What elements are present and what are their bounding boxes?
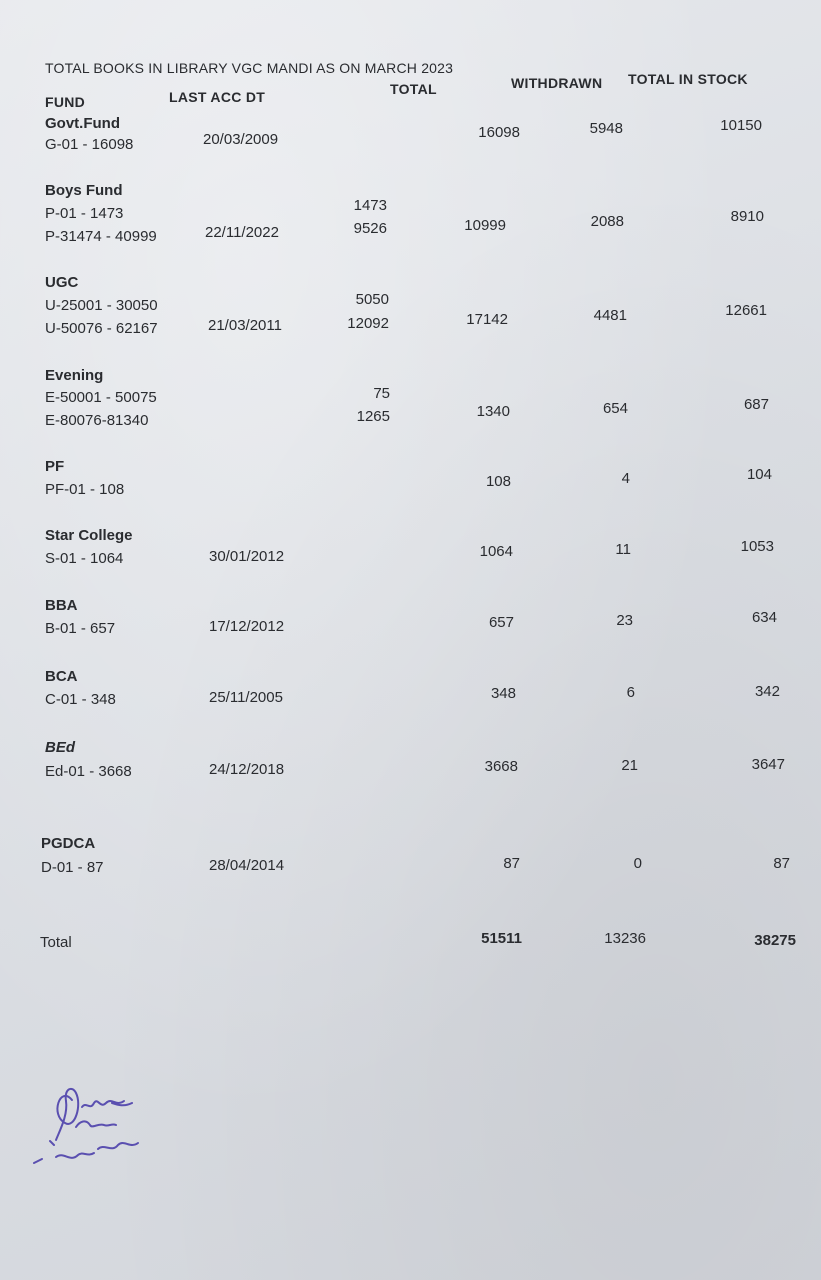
stock-value: 10150 — [720, 117, 762, 134]
stock-value: 634 — [751, 609, 777, 626]
stock-value: 687 — [743, 396, 769, 413]
header-last-acc-dt: LAST ACC DT — [169, 89, 266, 105]
header-total: TOTAL — [390, 81, 437, 97]
stock-value: 1053 — [740, 538, 774, 555]
withdrawn-value: 21 — [621, 757, 638, 774]
stock-value: 3647 — [751, 756, 785, 773]
fund-name: Evening — [45, 367, 104, 384]
header-fund: FUND — [45, 94, 86, 110]
fund-name: BBA — [45, 597, 78, 614]
acc-range: U-25001 - 30050 — [45, 297, 158, 314]
withdrawn-value: 4 — [621, 470, 630, 487]
acc-range: E-50001 - 50075 — [45, 389, 157, 406]
total-value: 108 — [485, 473, 511, 490]
total-value: 87 — [503, 855, 520, 872]
acc-range: U-50076 - 62167 — [45, 320, 158, 337]
last-acc-date: 20/03/2009 — [203, 131, 279, 148]
last-acc-date: 17/12/2012 — [209, 618, 285, 635]
stock-value: 8910 — [730, 208, 764, 225]
last-acc-date: 22/11/2022 — [205, 224, 279, 241]
withdrawn-value: 654 — [602, 400, 628, 417]
acc-range: P-31474 - 40999 — [45, 228, 157, 245]
withdrawn-value: 2088 — [590, 213, 624, 230]
range-count: 75 — [373, 385, 390, 402]
signature-stamp-icon — [20, 1045, 170, 1185]
range-count: 9526 — [353, 220, 387, 237]
fund-name: BCA — [45, 668, 78, 685]
fund-name: UGC — [45, 274, 79, 291]
total-value: 1340 — [476, 403, 510, 420]
totals-label: Total — [40, 934, 72, 951]
fund-name: PGDCA — [41, 835, 96, 852]
acc-range: Ed-01 - 3668 — [45, 763, 132, 780]
range-count: 1473 — [353, 197, 387, 214]
acc-range: PF-01 - 108 — [45, 481, 125, 498]
last-acc-date: 24/12/2018 — [209, 761, 285, 778]
withdrawn-value: 4481 — [593, 307, 627, 324]
total-value: 10999 — [464, 217, 506, 234]
stock-value: 342 — [754, 683, 780, 700]
header-total-in-stock: TOTAL IN STOCK — [628, 71, 748, 87]
document-title: TOTAL BOOKS IN LIBRARY VGC MANDI AS ON MARCH 2023 — [45, 60, 454, 76]
withdrawn-value: 6 — [626, 684, 635, 701]
fund-name: Boys Fund — [45, 182, 123, 199]
total-value: 17142 — [466, 311, 508, 328]
acc-range: C-01 - 348 — [45, 691, 116, 708]
withdrawn-value: 5948 — [589, 120, 623, 137]
withdrawn-value: 11 — [615, 541, 631, 558]
total-value: 3668 — [484, 758, 518, 775]
range-count: 5050 — [355, 291, 389, 308]
stock-value: 87 — [773, 855, 790, 872]
total-value: 16098 — [478, 124, 520, 141]
grand-total-value: 51511 — [481, 930, 522, 947]
acc-range: E-80076-81340 — [45, 412, 149, 429]
range-count: 1265 — [356, 408, 390, 425]
total-value: 1064 — [479, 543, 513, 560]
last-acc-date: 21/03/2011 — [208, 317, 282, 334]
acc-range: D-01 - 87 — [41, 859, 104, 876]
total-value: 348 — [490, 685, 516, 702]
range-count: 12092 — [347, 315, 389, 332]
withdrawn-value: 23 — [616, 612, 633, 629]
fund-name: PF — [45, 458, 65, 475]
grand-withdrawn-value: 13236 — [604, 930, 646, 947]
fund-name: Govt.Fund — [45, 115, 120, 132]
stock-value: 104 — [746, 466, 772, 483]
last-acc-date: 30/01/2012 — [209, 548, 285, 565]
last-acc-date: 28/04/2014 — [209, 857, 285, 874]
acc-range: G-01 - 16098 — [45, 136, 134, 153]
acc-range: S-01 - 1064 — [45, 550, 124, 567]
acc-range: P-01 - 1473 — [45, 205, 124, 222]
fund-name: BEd — [45, 739, 75, 756]
total-value: 657 — [488, 614, 514, 631]
grand-stock-value: 38275 — [754, 932, 796, 949]
fund-name: Star College — [45, 527, 133, 544]
stock-value: 12661 — [725, 302, 767, 319]
header-withdrawn: WITHDRAWN — [511, 75, 603, 91]
withdrawn-value: 0 — [633, 855, 642, 872]
last-acc-date: 25/11/2005 — [209, 689, 283, 706]
acc-range: B-01 - 657 — [45, 620, 116, 637]
